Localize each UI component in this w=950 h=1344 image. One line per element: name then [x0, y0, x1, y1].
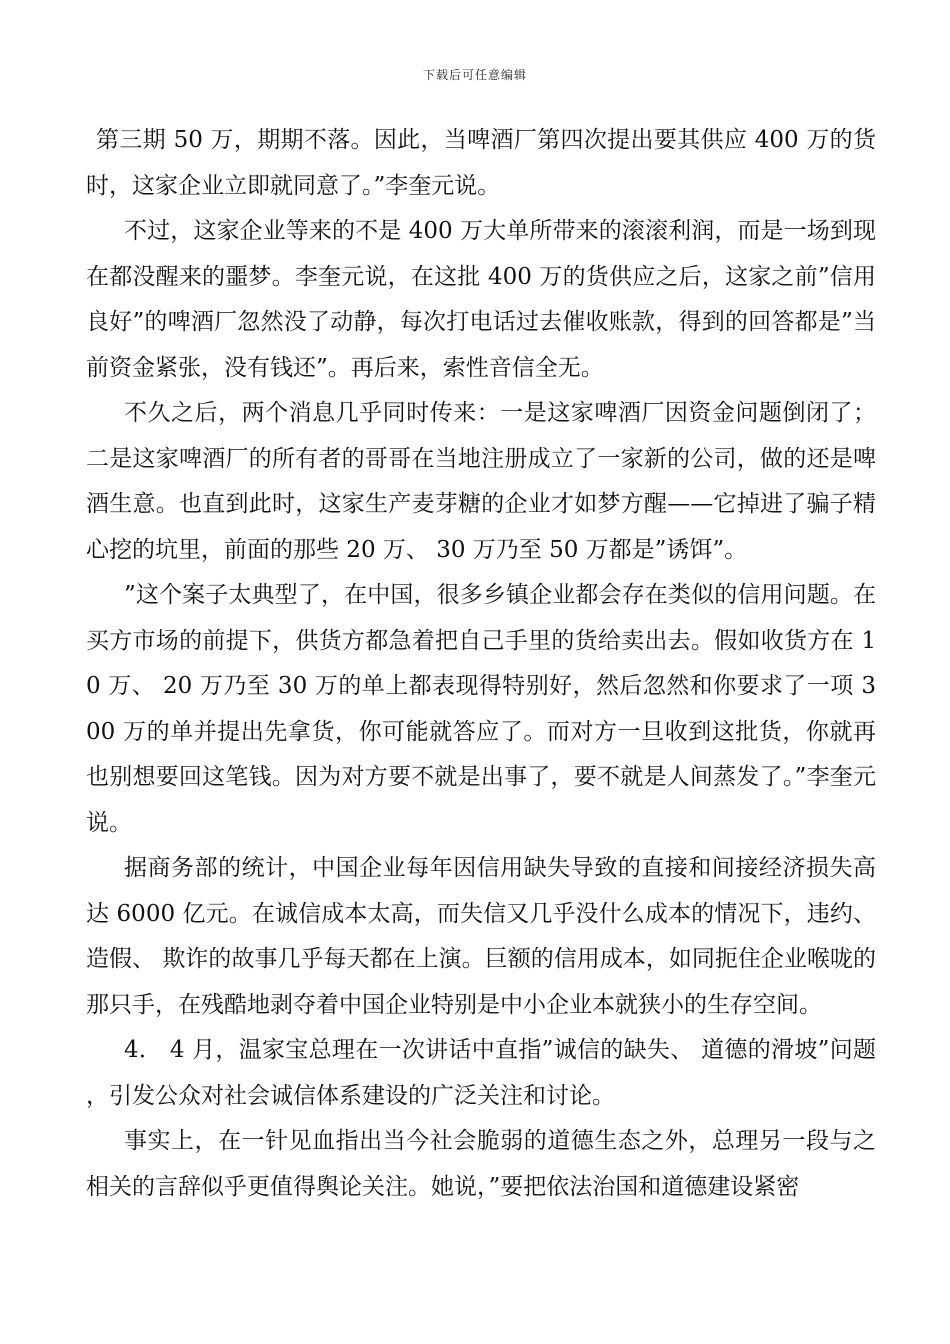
paragraph-4: ”这个案子太典型了，在中国，很多乡镇企业都会存在类似的信用问题。在买方市场的前提下，供货方都急着把自己手里的货给卖出去。假如收货方在 10 万、 20 万乃至 30 万的单上都表现得特别好，然后忽然和你要求了一项 300 万的单并提出先拿货，你可能就答应了。而对方一旦收到这批货，你就再也别想要回这笔钱。因为对方要不就是出事了，要不就是人间蒸发了。”李奎元说。 [86, 582, 876, 836]
paragraph-3: 不久之后，两个消息几乎同时传来：一是这家啤酒厂因资金问题倒闭了；二是这家啤酒厂的所有者的哥哥在当地注册成立了一家新的公司，做的还是啤酒生意。也直到此时，这家生产麦芽糖的企业才如梦方醒——它掉进了骗子精心挖的坑里，前面的那些 20 万、 30 万乃至 50 万都是”诱饵”。 [86, 400, 876, 563]
page-header: 下载后可任意编辑 [422, 68, 527, 82]
paragraph-6: 4． 4 月，温家宝总理在一次讲话中直指”诚信的缺失、 道德的滑坡”问题，引发公众对社会诚信体系建设的广泛关注和讨论。 [86, 1037, 876, 1109]
paragraph-1: 第三期 50 万，期期不落。因此，当啤酒厂第四次提出要其供应 400 万的货时，这家企业立即就同意了。”李奎元说。 [86, 127, 876, 199]
paragraph-7: 事实上，在一针见血指出当今社会脆弱的道德生态之外，总理另一段与之相关的言辞似乎更值得舆论关注。她说，”要把依法治国和道德建设紧密 [86, 1128, 876, 1200]
paragraph-5: 据商务部的统计，中国企业每年因信用缺失导致的直接和间接经济损失高达 6000 亿元。在诚信成本太高，而失信又几乎没什么成本的情况下，违约、 造假、 欺诈的故事几乎每天都在上演。巨额的信用成本，如同扼住企业喉咙的那只手，在残酷地剥夺着中国企业特别是中小企业本就狭小的生存空间。 [86, 855, 876, 1018]
paragraph-2: 不过，这家企业等来的不是 400 万大单所带来的滚滚利润，而是一场到现在都没醒来的噩梦。李奎元说，在这批 400 万的货供应之后，这家之前”信用良好”的啤酒厂忽然没了动静，每次打电话过去催收账款，得到的回答都是”当前资金紧张，没有钱还”。再后来，索性音信全无。 [86, 218, 876, 381]
document-body [86, 118, 876, 1210]
